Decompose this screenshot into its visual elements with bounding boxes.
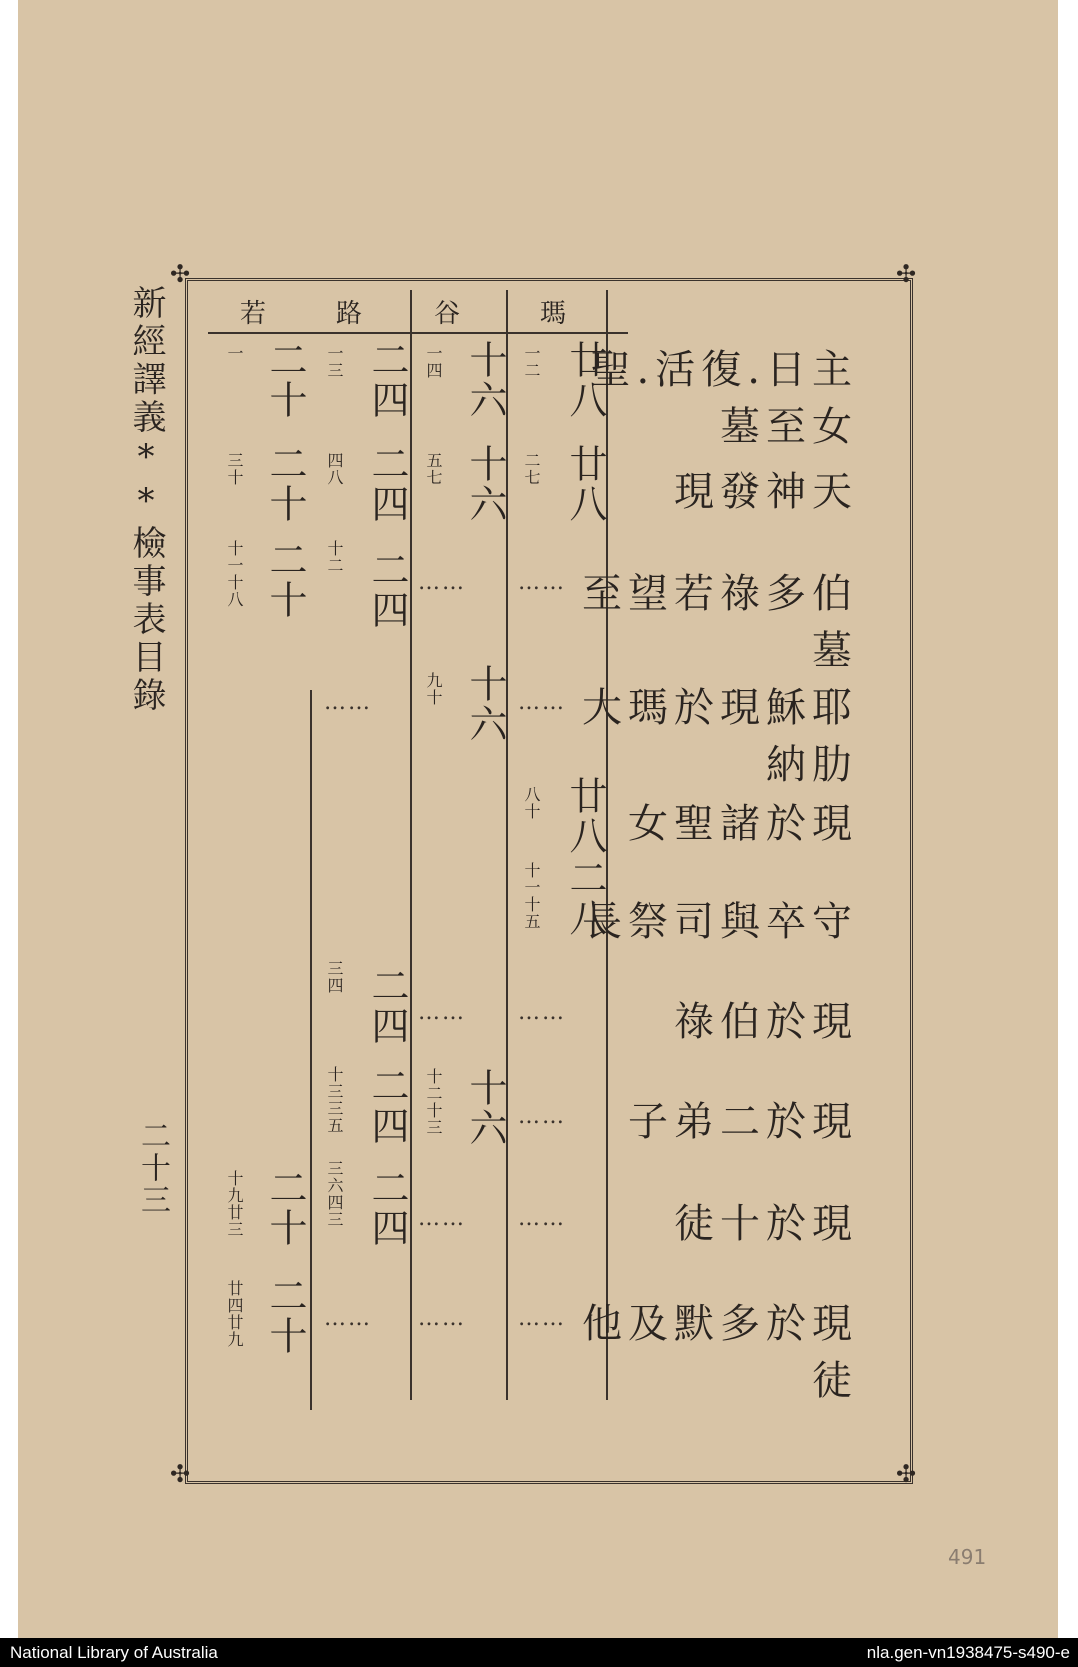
- luke-chapter: 二四: [365, 340, 409, 420]
- luke-empty-dots: ……: [324, 690, 372, 715]
- mark-chapter: 十六: [463, 664, 507, 744]
- luke-chapter: 二四: [365, 444, 409, 524]
- matthew-empty-dots: ……: [518, 1206, 566, 1231]
- luke-chapter: 二四: [365, 1168, 409, 1248]
- matthew-chapter: 廿八: [563, 444, 607, 524]
- mark-verse: 五七: [424, 452, 443, 486]
- row-title-line: 徒十於現: [674, 1201, 858, 1247]
- john-verse: 三十: [225, 452, 244, 486]
- mark-empty-dots: ……: [418, 570, 466, 595]
- row-title-line: 墓至女: [720, 404, 858, 450]
- row-title: [591, 338, 858, 452]
- corner-ornament-icon: ✣: [896, 260, 917, 288]
- header-matthew: 瑪: [540, 299, 567, 329]
- row-title-line: 長祭司與卒守: [582, 899, 858, 945]
- john-chapter: 二十: [263, 1168, 307, 1248]
- john-chapter: 二十: [263, 444, 307, 524]
- luke-verse: 三四: [325, 960, 344, 994]
- mark-empty-dots: ……: [418, 1000, 466, 1025]
- scanned-page: [18, 0, 1058, 1638]
- row-title-line: 聖.活復.日主: [590, 347, 858, 393]
- row-title: [628, 1090, 858, 1147]
- matthew-empty-dots: ……: [518, 570, 566, 595]
- row-title: [582, 1292, 858, 1406]
- page-number: 二十三: [135, 1120, 170, 1216]
- luke-verse: 一三: [325, 345, 344, 379]
- row-title-line: 現發神天: [674, 469, 858, 515]
- row-title: [582, 676, 858, 790]
- footer-credit: National Library of Australia: [10, 1643, 218, 1662]
- matthew-empty-dots: ……: [518, 1000, 566, 1025]
- corner-ornament-icon: ✣: [896, 1460, 917, 1488]
- row-title-line: 他及默多於現: [582, 1301, 858, 1347]
- corner-ornament-icon: ✣: [170, 260, 191, 288]
- header-luke: 路: [336, 299, 363, 329]
- luke-chapter: 二四: [365, 550, 409, 630]
- john-verse: 廿四廿九: [225, 1280, 244, 1348]
- book-title: 新經譯義**檢事表目錄: [126, 285, 166, 715]
- mark-verse: 一四: [424, 345, 443, 379]
- footer-bar: [0, 1638, 1078, 1667]
- mark-chapter: 十六: [463, 444, 507, 524]
- row-title: [674, 460, 858, 517]
- luke-verse: 三六四三: [325, 1160, 344, 1228]
- luke-verse: 四八: [325, 452, 344, 486]
- matthew-chapter: 二八: [563, 858, 607, 938]
- row-title-line: 墓: [812, 628, 858, 674]
- matthew-verse: 八十: [522, 786, 541, 820]
- luke-verse: 十二: [325, 540, 344, 574]
- john-chapter: 二十: [263, 1276, 307, 1356]
- header-mark: 谷: [434, 299, 461, 329]
- matthew-empty-dots: ……: [518, 1306, 566, 1331]
- john-verse: 十九廿三: [225, 1170, 244, 1238]
- pencil-note: 491: [948, 1545, 987, 1569]
- matthew-verse: 一二: [522, 345, 541, 379]
- matthew-chapter: 廿八: [563, 340, 607, 420]
- luke-verse: 十三三五: [325, 1066, 344, 1134]
- row-title-line: 納肋: [766, 742, 858, 788]
- matthew-verse: 二七: [522, 452, 541, 486]
- mark-chapter: 十六: [463, 340, 507, 420]
- luke-empty-dots: ……: [324, 1306, 372, 1331]
- row-title-line: 女聖諸於現: [628, 801, 858, 847]
- mark-chapter: 十六: [463, 1068, 507, 1148]
- mark-verse: 九十: [424, 672, 443, 706]
- mark-empty-dots: ……: [418, 1306, 466, 1331]
- corner-ornament-icon: ✣: [170, 1460, 191, 1488]
- john-verse: 一: [225, 345, 244, 362]
- matthew-empty-dots: ……: [518, 1104, 566, 1129]
- row-title: [674, 1192, 858, 1249]
- matthew-verse: 十一十五: [522, 862, 541, 930]
- header-rule: [208, 332, 628, 334]
- row-title: [582, 562, 858, 676]
- row-title: [674, 990, 858, 1047]
- john-chapter: 二十: [263, 540, 307, 620]
- row-title-line: 祿伯於現: [674, 999, 858, 1045]
- footer-identifier: nla.gen-vn1938475-s490-e: [866, 1643, 1070, 1662]
- row-title-line: 徒: [812, 1358, 858, 1404]
- john-verse: 十一十八: [225, 540, 244, 608]
- row-title-line: 大瑪於現穌耶: [582, 685, 858, 731]
- header-john: 若: [240, 299, 267, 329]
- row-title: [628, 792, 858, 849]
- matthew-chapter: 廿八: [563, 776, 607, 856]
- row-title: [582, 890, 858, 947]
- mark-empty-dots: ……: [418, 1206, 466, 1231]
- row-title-line: 子弟二於現: [628, 1099, 858, 1145]
- luke-chapter: 二四: [365, 966, 409, 1046]
- luke-chapter: 二四: [365, 1066, 409, 1146]
- row-title-line: 至望若祿多伯: [582, 571, 858, 617]
- mark-verse: 十二十三: [424, 1068, 443, 1136]
- john-chapter: 二十: [263, 340, 307, 420]
- matthew-empty-dots: ……: [518, 690, 566, 715]
